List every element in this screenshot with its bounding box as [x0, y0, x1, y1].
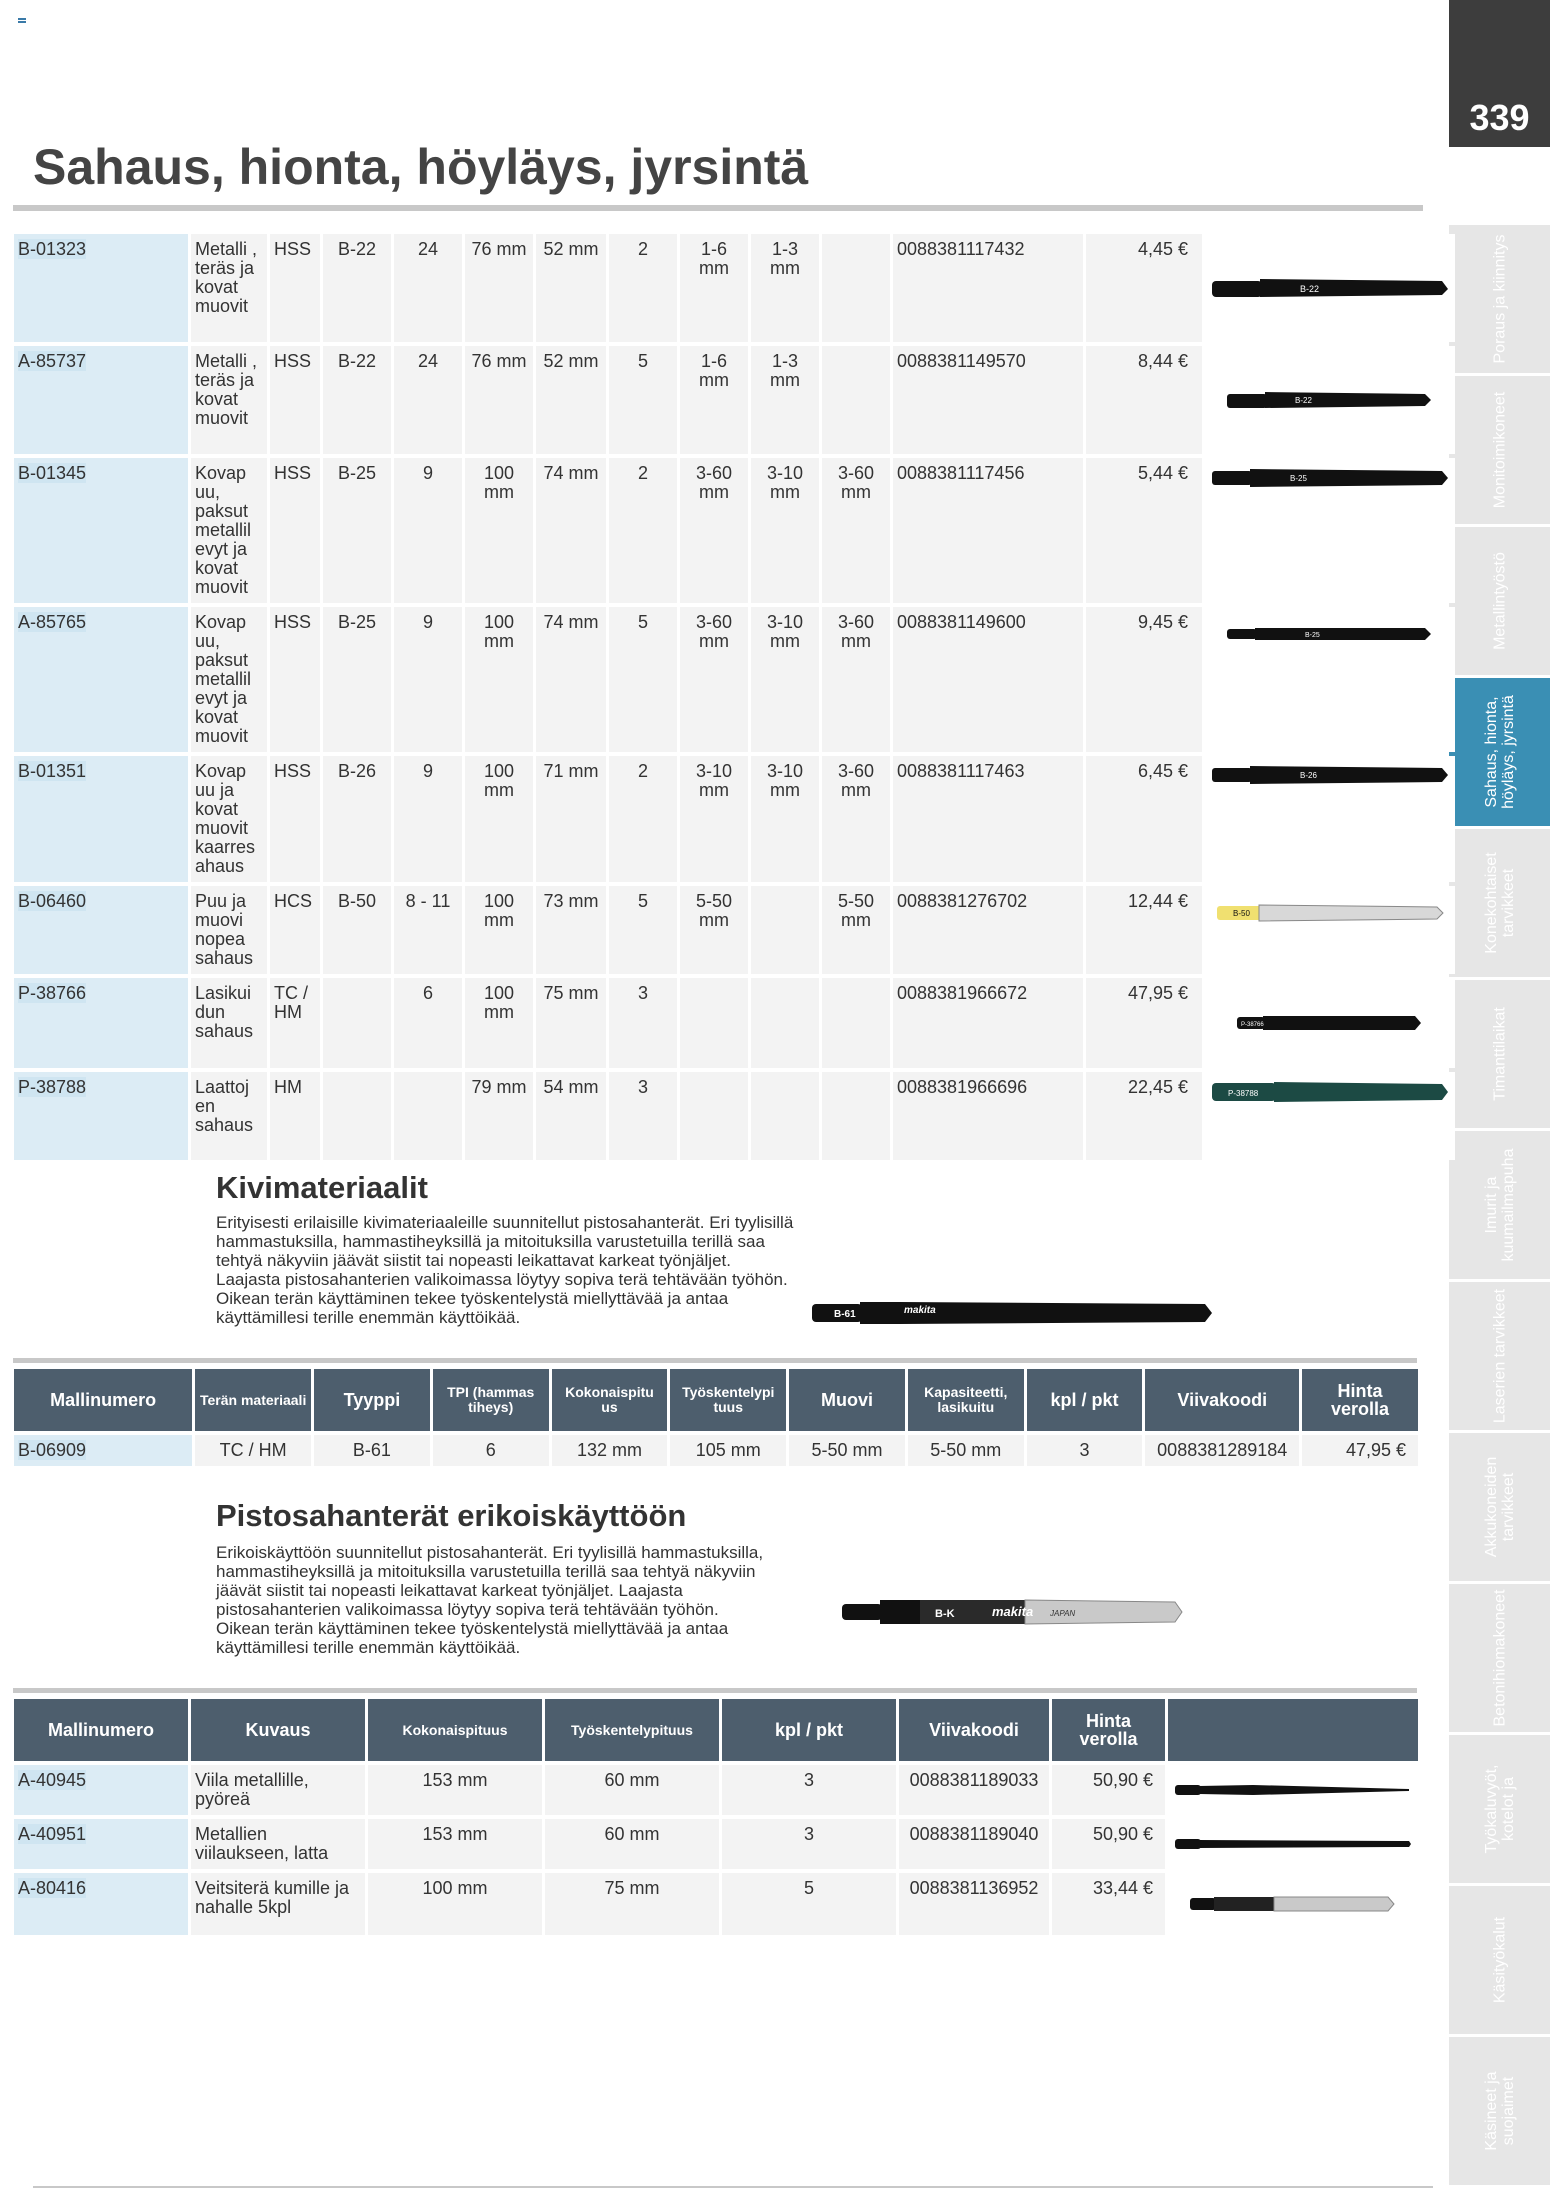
col-header[interactable]: kpl / pkt	[722, 1699, 896, 1761]
blade-label: P-38766	[1241, 1022, 1264, 1028]
side-tab-tyokaluvyot[interactable]	[1449, 1735, 1550, 1883]
table-row	[14, 1435, 1418, 1466]
capacity-3: 3-60 mm	[822, 607, 890, 752]
capacity-3: 5-50 mm	[822, 886, 890, 974]
table-row	[14, 346, 1455, 454]
description: Metalli , teräs ja kovat muovit	[191, 234, 267, 342]
capacity-1	[680, 978, 748, 1068]
price: 4,45 €	[1086, 234, 1202, 342]
table-header	[14, 1369, 1418, 1431]
section-title-erikoiskaytto: Pistosahanterät erikoiskäyttöön	[216, 1498, 687, 1533]
blade-type: B-61	[314, 1435, 430, 1466]
description: Metallien viilaukseen, latta	[191, 1819, 365, 1869]
side-tab-label: Konekohtaiset tarvikkeet	[1482, 852, 1517, 954]
capacity-1: 3-60 mm	[680, 458, 748, 603]
description: Kovap uu ja kovat muovit kaarres ahaus	[191, 756, 267, 882]
col-header[interactable]: Mallinumero	[14, 1369, 192, 1431]
capacity-3	[822, 234, 890, 342]
price: 5,44 €	[1086, 458, 1202, 603]
capacity-1: 1-6 mm	[680, 346, 748, 454]
price: 50,90 €	[1052, 1819, 1165, 1869]
col-header[interactable]: Kokonaispituus	[368, 1699, 542, 1761]
working-length: 75 mm	[536, 978, 606, 1068]
fiberglass-capacity: 5-50 mm	[908, 1435, 1024, 1466]
col-header[interactable]: Työskentelypituus	[545, 1699, 719, 1761]
blade-label: B-61	[834, 1309, 856, 1320]
page-title: Sahaus, hionta, höyläys, jyrsintä	[33, 139, 809, 195]
side-tab-label: Poraus ja kiinnitys	[1491, 234, 1508, 364]
tpi: 9	[394, 458, 462, 603]
menu-icon[interactable]	[18, 18, 26, 26]
barcode: 0088381966672	[893, 978, 1083, 1068]
pack-qty: 2	[609, 756, 677, 882]
working-length: 75 mm	[545, 1873, 719, 1935]
side-tab-label: Laserien tarvikkeet	[1491, 1288, 1508, 1424]
barcode: 0088381289184	[1145, 1435, 1299, 1466]
col-header[interactable]: Tyyppi	[314, 1369, 430, 1431]
model-number[interactable]: A-85765	[14, 607, 188, 752]
col-header[interactable]: Kapasiteetti, lasikuitu	[908, 1369, 1024, 1431]
blade-label: B-26	[1300, 771, 1317, 780]
model-number[interactable]: A-40951	[14, 1819, 188, 1869]
working-length: 74 mm	[536, 607, 606, 752]
col-header[interactable]: Hinta verolla	[1052, 1699, 1165, 1761]
blade-label: B-25	[1305, 632, 1320, 639]
model-number[interactable]: A-85737	[14, 346, 188, 454]
pack-qty: 3	[609, 1072, 677, 1160]
col-header[interactable]: Mallinumero	[14, 1699, 188, 1761]
col-header[interactable]: Viivakoodi	[899, 1699, 1049, 1761]
blade-image	[1205, 458, 1455, 603]
blade-type	[323, 978, 391, 1068]
total-length: 100 mm	[465, 978, 533, 1068]
capacity-2	[751, 978, 819, 1068]
side-tab-laserien[interactable]	[1449, 1282, 1550, 1430]
file-image	[1168, 1765, 1418, 1815]
pack-qty: 3	[1027, 1435, 1143, 1466]
tpi: 24	[394, 346, 462, 454]
blade-label: B-50	[1233, 909, 1250, 918]
total-length: 79 mm	[465, 1072, 533, 1160]
side-tab-label: Käsityökalut	[1491, 1916, 1508, 2004]
capacity-1: 5-50 mm	[680, 886, 748, 974]
blade-label: B-22	[1300, 284, 1320, 294]
blade-material: HM	[270, 1072, 320, 1160]
col-header[interactable]: Hinta verolla	[1302, 1369, 1418, 1431]
price: 47,95 €	[1086, 978, 1202, 1068]
side-tab-monitoimikoneet[interactable]	[1449, 376, 1550, 524]
model-number[interactable]: B-01345	[14, 458, 188, 603]
section-divider	[13, 1688, 1417, 1693]
working-length: 52 mm	[536, 234, 606, 342]
footer-divider	[33, 2186, 1433, 2188]
pack-qty: 5	[609, 886, 677, 974]
side-tab-label: Betonihiomakoneet	[1491, 1589, 1508, 1727]
capacity-1	[680, 1072, 748, 1160]
side-tab-label: Monitoimikoneet	[1491, 391, 1508, 509]
side-tab-imurit[interactable]	[1449, 1131, 1550, 1279]
blade-image	[1205, 978, 1455, 1068]
blade-image	[1205, 886, 1455, 974]
blade-material: HSS	[270, 234, 320, 342]
capacity-2: 3-10 mm	[751, 756, 819, 882]
table-row	[14, 234, 1455, 342]
capacity-2: 3-10 mm	[751, 458, 819, 603]
side-tab-betonihioma[interactable]	[1449, 1584, 1550, 1732]
pack-qty: 3	[722, 1819, 896, 1869]
section-description: Erikoiskäyttöön suunnitellut pistosahanterät. Eri tyylisillä hammastuksilla, hammastiheyksillä ja mitoituksilla varustetuilla terillä saa tehtyä näkyviin jäävät siistit tai nopeasti leikattavat karkeat työnjäljet. Laajasta pistosahanterien valikoimassa löytyy sopiva terä tehtävään työhön. Oikean terän käyttäminen tekee työskentelystä miellyttävää ja antaa käyttämillesi terille enemmän käyttöikää.	[216, 1543, 764, 1657]
makita-logo: makita	[904, 1305, 936, 1316]
blade-image	[1205, 234, 1455, 342]
blade-material: HSS	[270, 607, 320, 752]
table-row	[14, 458, 1455, 603]
working-length: 60 mm	[545, 1765, 719, 1815]
pack-qty: 5	[609, 346, 677, 454]
capacity-2	[751, 886, 819, 974]
blade-image	[1205, 346, 1455, 454]
blade-image	[1205, 1072, 1455, 1160]
barcode: 0088381149570	[893, 346, 1083, 454]
blade-type: B-22	[323, 346, 391, 454]
price: 47,95 €	[1302, 1435, 1418, 1466]
model-number[interactable]: B-01323	[14, 234, 188, 342]
side-tab-label: Imurit ja kuumailmapuha	[1482, 1148, 1517, 1262]
blade-image	[1205, 607, 1455, 752]
brand-subtitle: JAPAN	[1050, 1609, 1076, 1618]
table-row	[14, 978, 1455, 1068]
side-tab-akkukoneiden[interactable]	[1449, 1433, 1550, 1581]
total-length: 76 mm	[465, 346, 533, 454]
tpi: 8 - 11	[394, 886, 462, 974]
erikoiskaytto-table	[11, 1695, 1421, 1939]
capacity-3: 3-60 mm	[822, 756, 890, 882]
working-length: 74 mm	[536, 458, 606, 603]
blade-label: B-22	[1295, 396, 1312, 405]
blade-material: HCS	[270, 886, 320, 974]
barcode: 0088381117463	[893, 756, 1083, 882]
capacity-2: 1-3 mm	[751, 346, 819, 454]
capacity-3	[822, 1072, 890, 1160]
working-length: 54 mm	[536, 1072, 606, 1160]
col-header[interactable]: TPI (hammas tiheys)	[433, 1369, 549, 1431]
blade-material: HSS	[270, 756, 320, 882]
model-number[interactable]: B-06460	[14, 886, 188, 974]
working-length: 105 mm	[670, 1435, 786, 1466]
blade-table	[11, 230, 1458, 1164]
side-tab-label: Työkaluvyöt, kotelot ja	[1482, 1764, 1517, 1854]
working-length: 52 mm	[536, 346, 606, 454]
blade-type: B-22	[323, 234, 391, 342]
blade-material: HSS	[270, 458, 320, 603]
barcode: 0088381276702	[893, 886, 1083, 974]
kivimateriaalit-table	[11, 1365, 1421, 1470]
section-divider	[13, 1358, 1417, 1363]
side-tab-kasityokalut[interactable]	[1449, 1886, 1550, 2034]
blade-material: TC / HM	[270, 978, 320, 1068]
col-header[interactable]: kpl / pkt	[1027, 1369, 1143, 1431]
total-length: 76 mm	[465, 234, 533, 342]
side-tabs	[1449, 225, 1550, 2188]
side-tab-label: Metallintyöstö	[1491, 552, 1508, 650]
blade-image	[810, 1296, 1215, 1334]
description: Kovap uu, paksut metallil evyt ja kovat muovit	[191, 458, 267, 603]
total-length: 100 mm	[465, 886, 533, 974]
pack-qty: 5	[722, 1873, 896, 1935]
side-tab-poraus[interactable]	[1449, 225, 1550, 373]
model-number[interactable]: B-01351	[14, 756, 188, 882]
barcode: 0088381966696	[893, 1072, 1083, 1160]
price: 22,45 €	[1086, 1072, 1202, 1160]
table-row	[14, 756, 1455, 882]
total-length: 100 mm	[465, 607, 533, 752]
blade-material: HSS	[270, 346, 320, 454]
description: Veitsiterä kumille ja nahalle 5kpl	[191, 1873, 365, 1935]
table-row	[14, 1873, 1418, 1935]
barcode: 0088381149600	[893, 607, 1083, 752]
table-row	[14, 1072, 1455, 1160]
knife-blade-image	[1168, 1873, 1418, 1935]
col-header[interactable]: Terän materiaali	[195, 1369, 311, 1431]
model-number[interactable]: A-80416	[14, 1873, 188, 1935]
capacity-3	[822, 346, 890, 454]
table-row	[14, 1765, 1418, 1815]
blade-type: B-25	[323, 458, 391, 603]
blade-type: B-50	[323, 886, 391, 974]
price: 9,45 €	[1086, 607, 1202, 752]
blade-image	[1205, 756, 1455, 882]
description: Lasikui dun sahaus	[191, 978, 267, 1068]
tpi: 6	[433, 1435, 549, 1466]
blade-image	[840, 1594, 1185, 1634]
blade-material: TC / HM	[195, 1435, 311, 1466]
model-number[interactable]: A-40945	[14, 1765, 188, 1815]
col-header[interactable]: Työskentelypi tuus	[670, 1369, 786, 1431]
table-row	[14, 886, 1455, 974]
barcode: 0088381136952	[899, 1873, 1049, 1935]
capacity-3: 3-60 mm	[822, 458, 890, 603]
blade-type: B-25	[323, 607, 391, 752]
model-number[interactable]: P-38788	[14, 1072, 188, 1160]
side-tab-label: Timanttilaikat	[1491, 1007, 1508, 1101]
file-image	[1168, 1819, 1418, 1869]
side-tab-konekohtaiset[interactable]	[1449, 829, 1550, 977]
table-row	[14, 607, 1455, 752]
col-header[interactable]: Kokonaispitu us	[552, 1369, 668, 1431]
section-title-kivimateriaalit: Kivimateriaalit	[216, 1170, 428, 1205]
barcode: 0088381189040	[899, 1819, 1049, 1869]
plastic-capacity: 5-50 mm	[789, 1435, 905, 1466]
tpi: 9	[394, 756, 462, 882]
side-tab-metallintyosto[interactable]	[1449, 527, 1550, 675]
description: Kovap uu, paksut metallil evyt ja kovat muovit	[191, 607, 267, 752]
tpi: 9	[394, 607, 462, 752]
section-description: Erityisesti erilaisille kivimateriaaleille suunnitellut pistosahanterät. Eri tyylisillä hammastuksilla, hammastiheyksillä ja mitoituksilla varustetuilla terillä saa tehtyä näkyviin jäävät siistit tai nopeasti leikattavat karkeat työnjäljet. Laajasta pistosahanterien valikoimassa löytyy sopiva terä tehtävään työhön. Oikean terän käyttäminen tekee työskentelystä miellyttävää ja antaa käyttämillesi terille enemmän käyttöikää.	[216, 1213, 794, 1327]
description: Laattoj en sahaus	[191, 1072, 267, 1160]
side-tab-label: Käsineet ja suojaimet	[1482, 2071, 1517, 2151]
total-length: 153 mm	[368, 1819, 542, 1869]
makita-logo: makita	[992, 1604, 1034, 1619]
barcode: 0088381117432	[893, 234, 1083, 342]
side-tab-label: Akkukoneiden tarvikkeet	[1482, 1456, 1517, 1558]
blade-label: B-K	[935, 1608, 955, 1620]
side-tab-kasineet[interactable]	[1449, 2037, 1550, 2185]
price: 50,90 €	[1052, 1765, 1165, 1815]
capacity-2	[751, 1072, 819, 1160]
table-row	[14, 1819, 1418, 1869]
capacity-1: 3-10 mm	[680, 756, 748, 882]
pack-qty: 5	[609, 607, 677, 752]
side-tab-label: Sahaus, hionta, höyläys, jyrsintä	[1482, 695, 1517, 809]
blade-label: P-38788	[1228, 1089, 1259, 1098]
model-number[interactable]: B-06909	[14, 1435, 192, 1466]
price: 12,44 €	[1086, 886, 1202, 974]
side-tab-timanttilaikat[interactable]	[1449, 980, 1550, 1128]
col-header[interactable]: Viivakoodi	[1145, 1369, 1299, 1431]
blade-type: B-26	[323, 756, 391, 882]
description: Viila metallille, pyöreä	[191, 1765, 365, 1815]
pack-qty: 2	[609, 458, 677, 603]
price: 8,44 €	[1086, 346, 1202, 454]
pack-qty: 3	[722, 1765, 896, 1815]
working-length: 60 mm	[545, 1819, 719, 1869]
working-length: 73 mm	[536, 886, 606, 974]
title-divider	[13, 205, 1423, 211]
col-header[interactable]: Kuvaus	[191, 1699, 365, 1761]
total-length: 132 mm	[552, 1435, 668, 1466]
tpi: 24	[394, 234, 462, 342]
total-length: 100 mm	[368, 1873, 542, 1935]
capacity-1: 3-60 mm	[680, 607, 748, 752]
pack-qty: 3	[609, 978, 677, 1068]
total-length: 100 mm	[465, 756, 533, 882]
col-header[interactable]: Muovi	[789, 1369, 905, 1431]
tpi: 6	[394, 978, 462, 1068]
page-number: 339	[1449, 0, 1550, 147]
model-number[interactable]: P-38766	[14, 978, 188, 1068]
working-length: 71 mm	[536, 756, 606, 882]
capacity-3	[822, 978, 890, 1068]
barcode: 0088381189033	[899, 1765, 1049, 1815]
total-length: 100 mm	[465, 458, 533, 603]
description: Metalli , teräs ja kovat muovit	[191, 346, 267, 454]
capacity-1: 1-6 mm	[680, 234, 748, 342]
blade-type	[323, 1072, 391, 1160]
barcode: 0088381117456	[893, 458, 1083, 603]
side-tab-sahaus[interactable]	[1449, 678, 1550, 826]
tpi	[394, 1072, 462, 1160]
table-header	[14, 1699, 1418, 1761]
price: 6,45 €	[1086, 756, 1202, 882]
capacity-2: 1-3 mm	[751, 234, 819, 342]
description: Puu ja muovi nopea sahaus	[191, 886, 267, 974]
total-length: 153 mm	[368, 1765, 542, 1815]
capacity-2: 3-10 mm	[751, 607, 819, 752]
pack-qty: 2	[609, 234, 677, 342]
blade-label: B-25	[1290, 474, 1307, 483]
col-header-image	[1168, 1699, 1418, 1761]
price: 33,44 €	[1052, 1873, 1165, 1935]
